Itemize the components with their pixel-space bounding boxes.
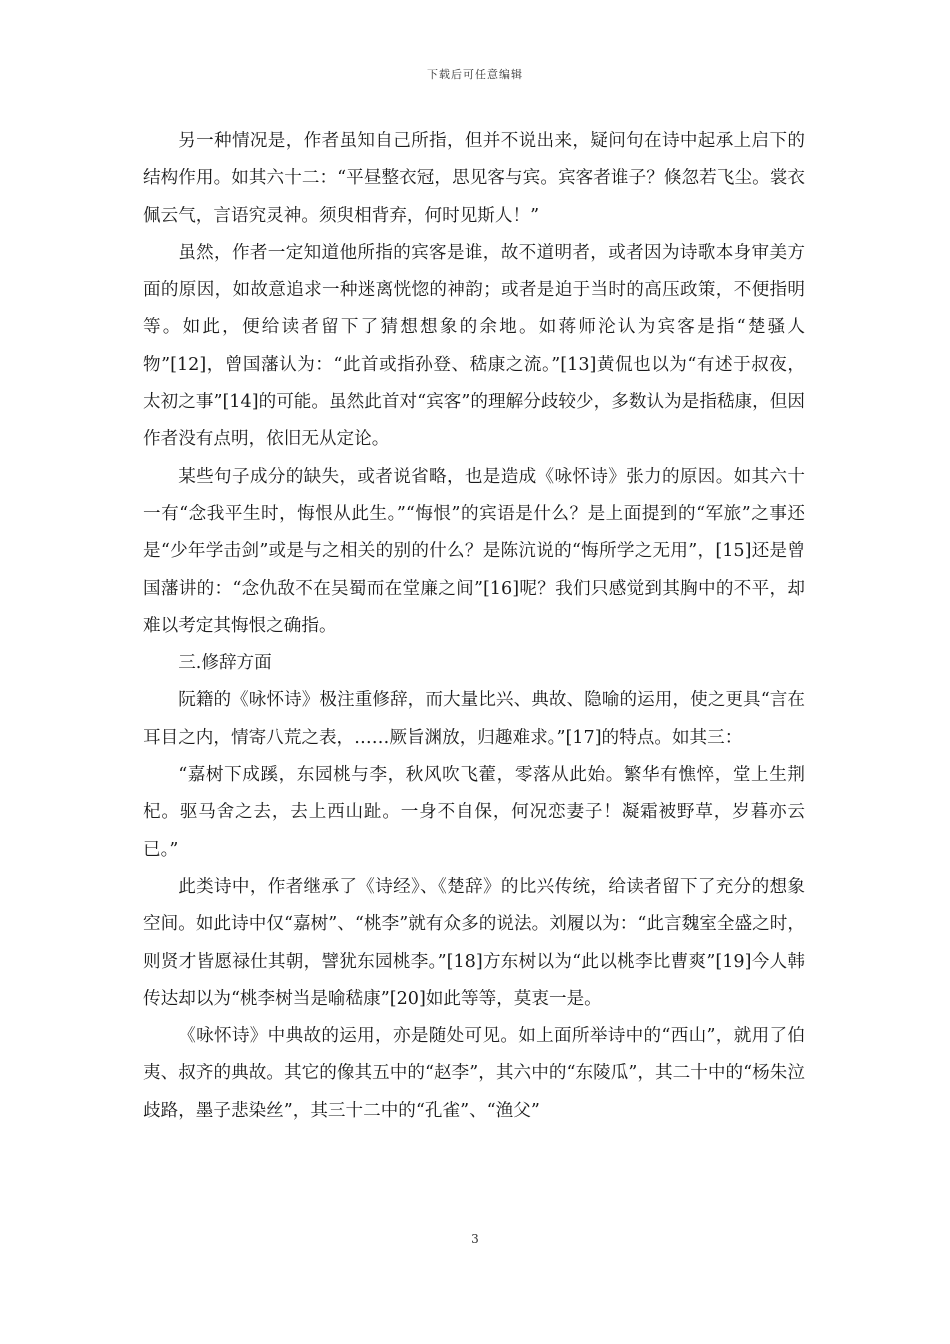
paragraph: 《咏怀诗》中典故的运用，亦是随处可见。如上面所举诗中的“西山”，就用了伯夷、叔齐的典故。其它的像其五中的“赵李”，其六中的“东陵瓜”，其二十中的“杨朱泣歧路，墨子悲染丝”，其三十二中的“孔雀”、“渔父” [143,1026,805,1121]
paragraph: 虽然，作者一定知道他所指的宾客是谁，故不道明者，或者因为诗歌本身审美方面的原因，如故意追求一种迷离恍惚的神韵；或者是迫于当时的高压政策，不便指明等。如此，便给读者留下了猜想想象的余地。如蒋师沦认为宾客是指“楚骚人物”[12]，曾国藩认为：“此首或指孙登、嵇康之流。”[13]黄侃也以为“有述于叔夜，太初之事”[14]的可能。虽然此首对“宾客”的理解分歧较少，多数认为是指嵇康，但因作者没有点明，依旧无从定论。 [143,242,805,450]
paragraph: 阮籍的《咏怀诗》极注重修辞，而大量比兴、典故、隐喻的运用，使之更具“言在耳目之内，情寄八荒之表，……厥旨渊放，归趣难求。”[17]的特点。如其三： [143,690,805,748]
page-number: 3 [471,1232,479,1246]
page-header: 下载后可任意编辑 [427,68,523,81]
paragraph: 另一种情况是，作者虽知自己所指，但并不说出来，疑问句在诗中起承上启下的结构作用。如其六十二：“平昼整衣冠，思见客与宾。宾客者谁子？倏忽若飞尘。裳衣佩云气，言语究灵神。须臾相背弃，何时见斯人！” [143,131,805,226]
document-body [143,123,805,1130]
paragraph: 某些句子成分的缺失，或者说省略，也是造成《咏怀诗》张力的原因。如其六十一有“念我平生时，悔恨从此生。”“悔恨”的宾语是什么？是上面提到的“军旅”之事还是“少年学击剑”或是与之相关的别的什么？是陈沆说的“悔所学之无用”，[15]还是曾国藩讲的：“念仇敌不在吴蜀而在堂廉之间”[16]呢？我们只感觉到其胸中的不平，却难以考定其悔恨之确指。 [143,466,805,636]
section-heading: 三.修辞方面 [178,653,272,674]
paragraph: 此类诗中，作者继承了《诗经》、《楚辞》的比兴传统，给读者留下了充分的想象空间。如此诗中仅“嘉树”、“桃李”就有众多的说法。刘履以为：“此言魏室全盛之时，则贤才皆愿禄仕其朝，譬犹东园桃李。”[18]方东树以为“此以桃李比曹爽”[19]今人韩传达却以为“桃李树当是喻嵇康”[20]如此等等，莫衷一是。 [143,876,805,1009]
poem-quote: “嘉树下成蹊，东园桃与李，秋风吹飞藿，零落从此始。繁华有憔悴，堂上生荆杞。驱马舍之去，去上西山趾。一身不自保，何况恋妻子！凝霜被野草，岁暮亦云已。” [143,765,805,860]
